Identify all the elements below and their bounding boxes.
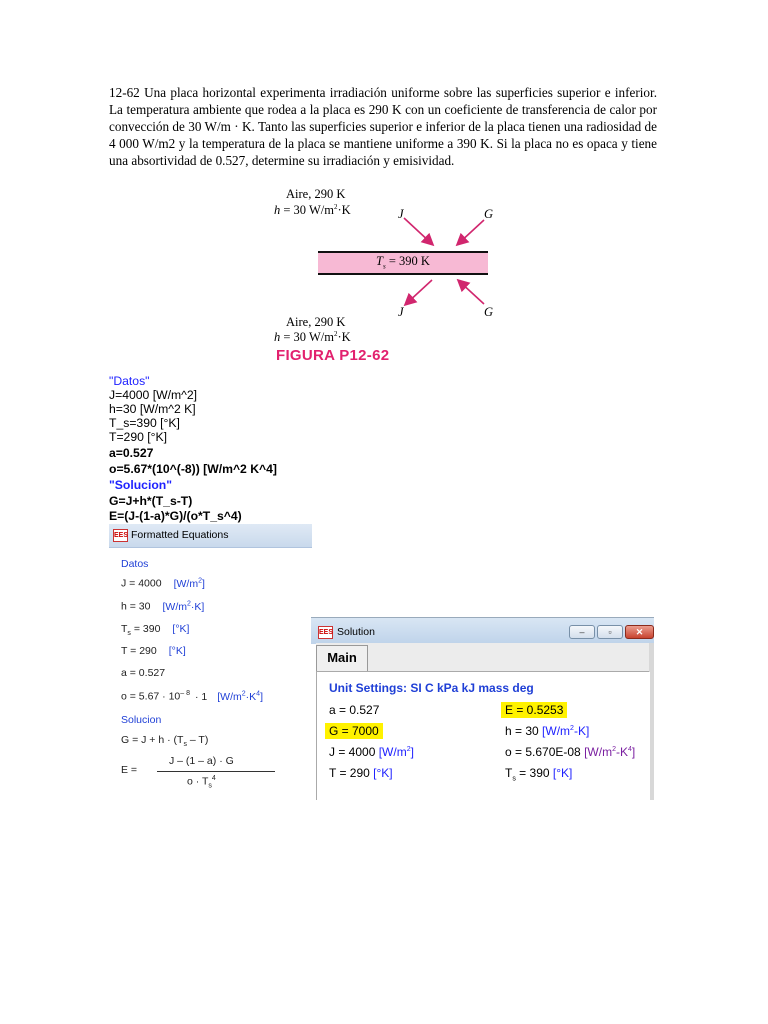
code-line-h: h=30 [W/m^2 K] <box>109 402 196 416</box>
fe-eq-e-lhs: E = <box>121 764 138 776</box>
code-line-e: E=(J-(1-a)*G)/(o*T_s^4) <box>109 509 242 523</box>
minimize-button[interactable]: ‒ <box>569 625 595 639</box>
figure-top-air-label: Aire, 290 K <box>286 187 346 201</box>
solution-window <box>311 617 654 800</box>
fe-fraction-bar <box>157 771 275 772</box>
result-e: E = 0.5253 <box>505 703 567 717</box>
arrow-j-top <box>404 218 432 244</box>
fe-eq-a: a = 0.527 <box>121 667 166 679</box>
formatted-equations-window <box>109 524 312 800</box>
fe-eq-e-numerator: J – (1 – a) · G <box>169 755 234 767</box>
figure-bottom-g-label: G <box>484 305 494 319</box>
result-a: a = 0.527 <box>329 703 380 717</box>
figure-top-g-label: G <box>484 207 494 221</box>
figure-bottom-j-label: J <box>398 305 404 319</box>
fe-eq-t: T = 290 [°K] <box>121 645 186 657</box>
fe-eq-h: h = 30 $[W/m^2\cdot K]$ <box>121 600 205 613</box>
figure-bottom-air-label: Aire, 290 K <box>286 315 346 329</box>
code-line-o: o=5.67*(10^(-8)) [W/m^2 K^4] <box>109 462 277 476</box>
tab-main[interactable]: Main <box>316 645 368 671</box>
result-t: T = 290 [°K] <box>329 766 393 780</box>
result-j: J = 4000 $[W/m^2]$ <box>329 745 414 759</box>
code-solucion-comment: "Solucion" <box>109 478 173 492</box>
fe-solucion-heading: Solucion <box>121 714 162 726</box>
plate-temperature-label: $T_s = 390$ K <box>376 254 430 271</box>
ees-app-icon: EES <box>113 529 128 542</box>
fe-eq-e-denominator: $o \cdot T_s^4$ <box>187 775 216 790</box>
arrow-g-top <box>458 220 484 244</box>
formatted-equations-titlebar[interactable] <box>109 524 312 548</box>
problem-statement: 12-62 Una placa horizontal experimenta irradiación uniforme sobre las superficies superior e inferior. La temperatura ambiente que rodea a la placa es 290 K con un coeficiente de transferencia de calor por convección de 30 W/m · K. Tanto las superficies superior e inferior de la placa tienen una radiosidad de 4 000 W/m2 y la temperatura de la placa se mantiene uniforme a 390 K. Si la placa no es opaca y tiene una absortividad de 0.527, determine su irradiación y emisividad. <box>109 85 657 168</box>
code-line-g: G=J+h*(T_s-T) <box>109 494 193 508</box>
solution-title: Solution <box>337 626 375 638</box>
code-datos-comment: "Datos" <box>109 374 150 388</box>
result-ts: $T_s = 390$ [°K] <box>505 766 573 783</box>
fe-eq-g: $G = J + h \cdot (T_s - T)$ <box>121 734 209 749</box>
ees-app-icon: EES <box>318 626 333 639</box>
fe-datos-heading: Datos <box>121 558 149 570</box>
result-g: G = 7000 <box>329 724 383 738</box>
code-line-j: J=4000 [W/m^2] <box>109 388 198 402</box>
solution-titlebar[interactable] <box>311 617 654 644</box>
code-line-ts: T_s=390 [°K] <box>109 416 180 430</box>
fe-eq-ts: $T_s = 390$ [°K] <box>121 623 190 638</box>
figure-top-j-label: J <box>398 207 404 221</box>
maximize-button[interactable]: ▫ <box>597 625 623 639</box>
formatted-equations-title: Formatted Equations <box>131 529 229 541</box>
code-line-a: a=0.527 <box>109 446 154 460</box>
figure-bottom-h-label: h = 30 $W/m^2\cdot K$ <box>274 330 351 345</box>
figure-top-h-label: h = 30 $W/m^2\cdot K$ <box>274 203 351 218</box>
close-button[interactable]: ✕ <box>625 625 654 639</box>
code-line-t: T=290 [°K] <box>109 430 168 444</box>
arrow-g-bottom <box>459 281 484 304</box>
solution-body <box>316 672 650 800</box>
fe-eq-j: J = 4000 $[W/m^2]$ <box>121 577 205 590</box>
unit-settings: Unit Settings: SI C kPa kJ mass deg <box>329 681 534 695</box>
figure-caption: FIGURA P12-62 <box>276 347 390 364</box>
arrow-j-bottom <box>406 280 432 304</box>
fe-eq-o: $o = 5.67 \cdot 10^{- 8} \cdot 1$ $[W/m^2\cdot K^4]$ <box>121 690 263 703</box>
result-h: h = 30 $[W/m^2-K]$ <box>505 724 590 738</box>
result-o: o = 5.670E-08 $[W/m^2-K^4]$ <box>505 745 636 759</box>
